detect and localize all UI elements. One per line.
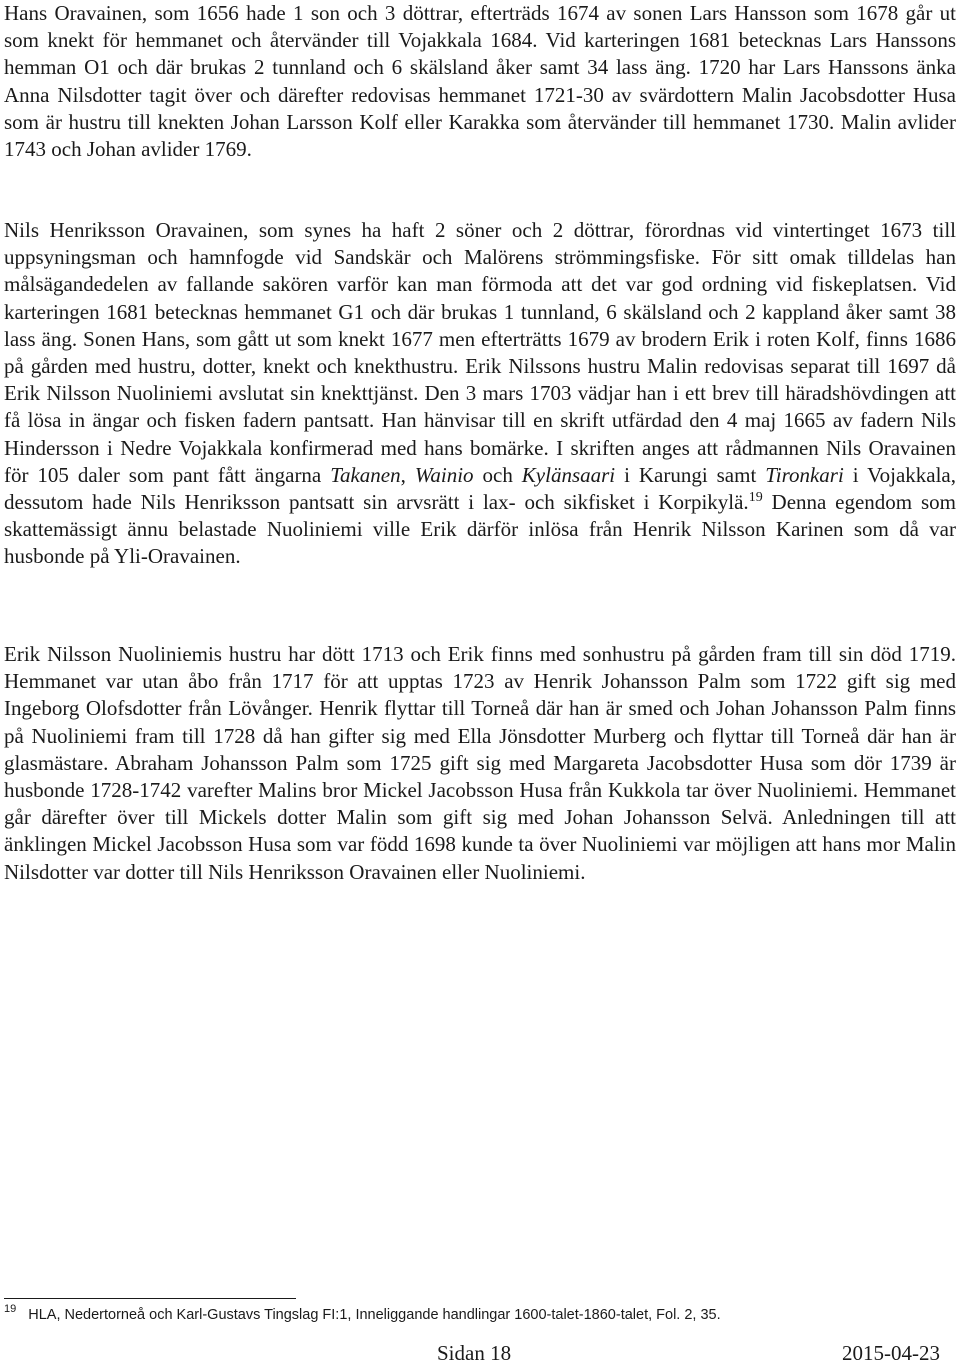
paragraph-text: Denna egendom som skattemässigt ännu belastade Nuoliniemi ville Erik därför inlösa från Henrik Nilsson Karinen som då var husbonde på Yli-Oravainen. bbox=[4, 490, 956, 569]
footnote-reference: 19 bbox=[748, 490, 763, 506]
paragraph-text: , bbox=[400, 462, 415, 487]
paragraph-text: och bbox=[473, 462, 522, 487]
paragraph-text: Hans Oravainen, som 1656 hade 1 son och 3 döttrar, efterträds 1674 av sonen Lars Hansson som 1678 går ut som knekt för hemmanet och återvänder till Vojakkala 1684. Vid karteringen 1681 betecknas Lars Hanssons hemman O1 och där brukas 2 tunnland och 6 skälsland åker samt 34 lass äng. 1720 har Lars Hanssons änka Anna Nilsdotter tagit över och därefter redovisas hemmanet 1721-30 av svärdottern Malin Jacobsdotter Husa som är hustru till knekten Johan Larsson Kolf eller Karakka som återvänder till hemmanet 1730. Malin avlider 1743 och Johan avlider 1769. bbox=[4, 1, 956, 162]
footnote-separator bbox=[4, 1298, 296, 1299]
page-number: Sidan 18 bbox=[437, 1341, 512, 1365]
paragraph-text: i Karungi samt bbox=[615, 462, 766, 487]
italic-place-name: Takanen bbox=[330, 462, 401, 487]
italic-place-name: Kylänsaari bbox=[521, 462, 616, 487]
footnote bbox=[4, 1303, 954, 1325]
footnote-text: HLA, Nedertorneå och Karl-Gustavs Tingslag FI:1, Inneliggande handlingar 1600-talet-1860-talet, Fol. 2, 35. bbox=[28, 1307, 721, 1323]
paragraph-text: i Vojakkala, dessutom hade Nils Henriksson pantsatt sin arvsrätt i lax- och sikfisket i Korpikylä. bbox=[4, 462, 957, 515]
paragraph-1 bbox=[4, 0, 956, 163]
page-date: 2015-04-23 bbox=[842, 1341, 940, 1365]
paragraph-2 bbox=[4, 217, 956, 571]
paragraph-3 bbox=[4, 641, 956, 886]
paragraph-text: Erik Nilsson Nuoliniemis hustru har dött 1713 och Erik finns med sonhustru på gården fram till sin död 1719. Hemmanet var utan åbo från 1717 för att upptas 1723 av Henrik Johansson Palm som 1722 gift sig med Ingeborg Olofsdotter från Lövånger. Henrik flyttar till Torneå där han är smed och Johan Johansson Palm finns på Nuoliniemi fram till 1728 då han gifter sig med Ella Jönsdotter Murberg och flyttar till Torneå där han är glasmästare. Abraham Johansson Palm som 1725 gift sig med Margareta Jacobsdotter Husa som dör 1739 är husbonde 1728-1742 varefter Malins bror Mickel Jacobsson Husa från Kukkola tar över Nuoliniemi. Hemmanet går därefter över till Mickels dotter Malin som gift sig med Johan Johansson Selvä. Anledningen till att änklingen Mickel Jacobsson Husa som var född 1698 kunde ta över Nuoliniemi var möjligen att hans mor Malin Nilsdotter var dotter till Nils Henriksson Oravainen eller Nuoliniemi. bbox=[4, 642, 956, 884]
paragraph-text: Nils Henriksson Oravainen, som synes ha haft 2 söner och 2 döttrar, förordnas vid vintertinget 1673 till uppsyningsman och hamnfogde vid Sandskär och Malörens strömmingsfiske. För sitt omak tilldelas han målsägandedelen av fallande sakören varför kan man förmoda att det var god ordning vid fiskeplatsen. Vid karteringen 1681 betecknas hemmanet G1 och där brukas 1 tunnland, 6 skälsland och 2 kappland åker samt 38 lass äng. Sonen Hans, som gått ut som knekt 1677 men efterträtts 1679 av brodern Erik i roten Kolf, finns 1686 på gården med hustru, dotter, knekt och knekthustru. Erik Nilssons hustru Malin redovisas separat till 1697 då Erik Nilsson Nuoliniemi avslutat sin knekttjänst. Den 3 mars 1703 vädjar han i ett brev till häradshövdingen att få lösa in ängar och fisken fadern pantsatt. Han hänvisar till en skrift utfärdad den 4 maj 1665 av fadern Nils Hindersson i Nedre Vojakkala konfirmerad med hans bomärke. I skriften anges att rådmannen Nils Oravainen för 105 daler som pant fått ängarna bbox=[4, 218, 956, 487]
italic-place-name: Wainio bbox=[414, 462, 474, 487]
footnote-number: 19 bbox=[4, 1303, 17, 1315]
italic-place-name: Tironkari bbox=[765, 462, 844, 487]
